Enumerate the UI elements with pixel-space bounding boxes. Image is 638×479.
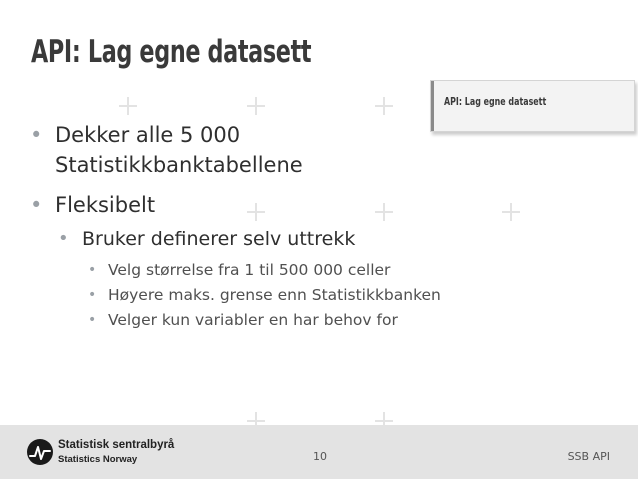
bullet-dot-icon: •	[88, 287, 97, 303]
bullet-item-level-2	[30, 226, 590, 252]
page-number: 10	[313, 450, 327, 463]
plus-decoration-icon	[119, 97, 137, 115]
footer	[0, 425, 638, 479]
bullet-item-level-3	[30, 285, 590, 306]
bullet-dot-icon: •	[88, 312, 97, 328]
bullet-item-level-3	[30, 260, 590, 281]
bullet-text: Statistikkbanktabellene	[55, 153, 303, 177]
bullet-dot-icon: •	[58, 228, 69, 249]
bullet-dot-icon: •	[30, 193, 43, 217]
ssb-logo	[26, 438, 176, 468]
logo-name: Statistisk sentralbyrå	[58, 439, 175, 451]
bullet-dot-icon: •	[30, 123, 43, 147]
plus-decoration-icon	[375, 97, 393, 115]
bullet-item-level-1	[30, 120, 590, 180]
bullet-text: Høyere maks. grense enn Statistikkbanken	[108, 286, 441, 304]
bullet-text: Dekker alle 5 000	[55, 123, 241, 147]
ssb-logo-icon	[26, 438, 54, 466]
thumbnail-title: API: Lag egne datasett	[444, 95, 547, 108]
bullet-list	[30, 120, 590, 331]
bullet-text: Velg størrelse fra 1 til 500 000 celler	[108, 261, 391, 279]
bullet-item-level-1	[30, 190, 590, 220]
bullet-text: Fleksibelt	[55, 193, 156, 217]
logo-subtitle: Statistics Norway	[58, 454, 138, 465]
bullet-dot-icon: •	[88, 262, 97, 278]
footer-label: SSB API	[567, 450, 610, 463]
slide-title: API: Lag egne datasett	[31, 34, 312, 70]
bullet-item-level-3	[30, 310, 590, 331]
bullet-text: Velger kun variabler en har behov for	[108, 311, 398, 329]
plus-decoration-icon	[247, 97, 265, 115]
bullet-text: Bruker definerer selv uttrekk	[82, 228, 356, 250]
